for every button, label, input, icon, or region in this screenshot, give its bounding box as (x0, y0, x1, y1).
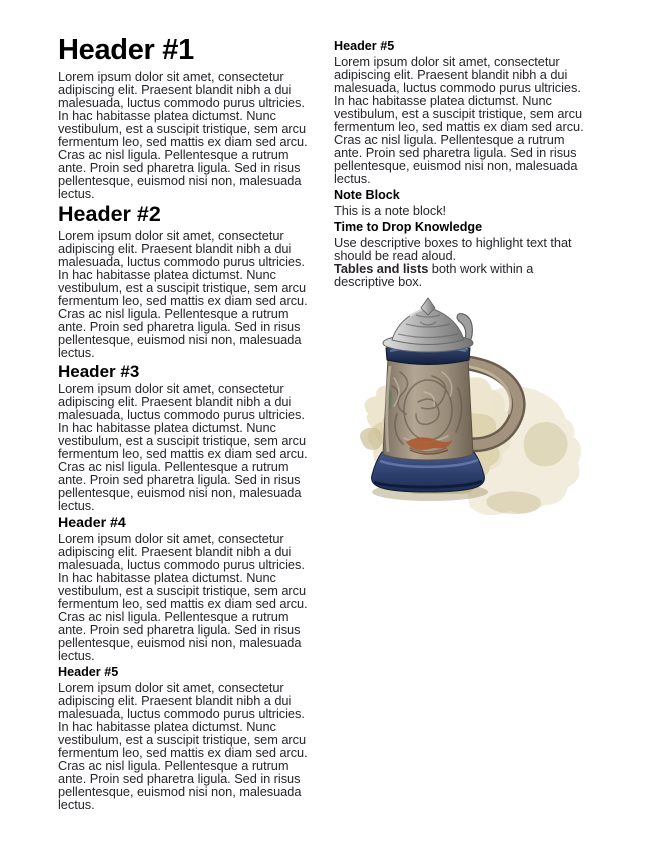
lorem-paragraph: Lorem ipsum dolor sit amet, consectetur adipiscing elit. Praesent blandit nibh a dui malesuada, luctus commodo purus ultricies. In hac habitasse platea dictumst. Nunc vestibulum, est a suscipit tristique, sem arcu fermentum leo, sed mattis ex diam sed arcu. Cras ac nisl ligula. Pellentesque a rutrum ante. Proin sed pharetra ligula. Sed in risus pellentesque, euismod nisi non, malesuada lectus. (58, 680, 308, 813)
left-column (58, 36, 316, 844)
tables-lists-bold: Tables and lists (334, 260, 429, 276)
header-3: Header #3 (58, 361, 140, 381)
section-header-3 (58, 363, 316, 512)
lorem-paragraph: Lorem ipsum dolor sit amet, consectetur adipiscing elit. Praesent blandit nibh a dui malesuada, luctus commodo purus ultricies. In hac habitasse platea dictumst. Nunc vestibulum, est a suscipit tristique, sem arcu fermentum leo, sed mattis ex diam sed arcu. Cras ac nisl ligula. Pellentesque a rutrum ante. Proin sed pharetra ligula. Sed in risus pellentesque, euismod nisi non, malesuada lectus. (58, 531, 308, 664)
section-header-5-right (334, 40, 592, 185)
lorem-paragraph: Lorem ipsum dolor sit amet, consectetur adipiscing elit. Praesent blandit nibh a dui malesuada, luctus commodo purus ultricies. In hac habitasse platea dictumst. Nunc vestibulum, est a suscipit tristique, sem arcu fermentum leo, sed mattis ex diam sed arcu. Cras ac nisl ligula. Pellentesque a rutrum ante. Proin sed pharetra ligula. Sed in risus pellentesque, euismod nisi non, malesuada lectus. (58, 68, 308, 201)
header-4: Header #4 (58, 514, 126, 531)
lorem-paragraph: Lorem ipsum dolor sit amet, consectetur adipiscing elit. Praesent blandit nibh a dui malesuada, luctus commodo purus ultricies. In hac habitasse platea dictumst. Nunc vestibulum, est a suscipit tristique, sem arcu fermentum leo, sed mattis ex diam sed arcu. Cras ac nisl ligula. Pellentesque a rutrum ante. Proin sed pharetra ligula. Sed in risus pellentesque, euismod nisi non, malesuada lectus. (58, 227, 308, 360)
section-header-2 (58, 201, 316, 360)
header-1: Header #1 (58, 34, 194, 66)
header-5-right: Header #5 (334, 39, 395, 53)
note-block-title: Note Block (334, 187, 400, 202)
section-header-5-left (58, 666, 316, 811)
tables-lists-rest: both work within a descriptive box. (334, 260, 534, 289)
lorem-paragraph: Lorem ipsum dolor sit amet, consectetur adipiscing elit. Praesent blandit nibh a dui malesuada, luctus commodo purus ultricies. In hac habitasse platea dictumst. Nunc vestibulum, est a suscipit tristique, sem arcu fermentum leo, sed mattis ex diam sed arcu. Cras ac nisl ligula. Pellentesque a rutrum ante. Proin sed pharetra ligula. Sed in risus pellentesque, euismod nisi non, malesuada lectus. (334, 53, 584, 186)
knowledge-block-text: Use descriptive boxes to highlight text that should be read aloud. (334, 234, 572, 263)
section-header-1 (58, 36, 316, 200)
stein-lid (383, 298, 473, 352)
tables-lists-text (334, 262, 592, 288)
lorem-paragraph: Lorem ipsum dolor sit amet, consectetur adipiscing elit. Praesent blandit nibh a dui malesuada, luctus commodo purus ultricies. In hac habitasse platea dictumst. Nunc vestibulum, est a suscipit tristique, sem arcu fermentum leo, sed mattis ex diam sed arcu. Cras ac nisl ligula. Pellentesque a rutrum ante. Proin sed pharetra ligula. Sed in risus pellentesque, euismod nisi non, malesuada lectus. (58, 380, 308, 513)
knowledge-block-title: Time to Drop Knowledge (334, 219, 483, 234)
note-block-text: This is a note block! (334, 202, 447, 218)
stein-body (383, 358, 473, 460)
right-column (334, 36, 592, 844)
beer-stein-illustration (340, 296, 592, 528)
header-5-left: Header #5 (58, 665, 119, 680)
beer-stein-svg (340, 296, 632, 528)
header-2: Header #2 (58, 201, 161, 226)
section-header-4 (58, 516, 316, 662)
